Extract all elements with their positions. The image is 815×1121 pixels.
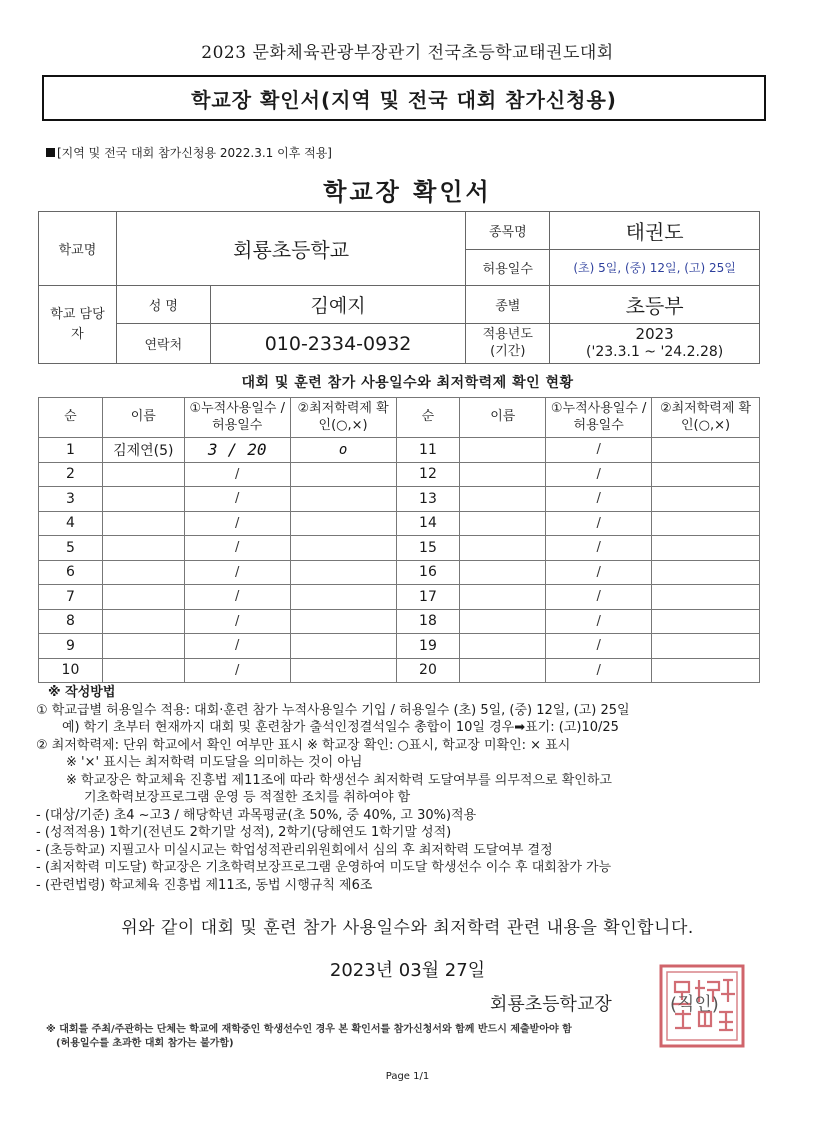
seal-label: (직인): [670, 994, 719, 1015]
table-row: [39, 438, 760, 463]
row-number: 10: [39, 658, 103, 683]
row-days-right: /: [546, 536, 652, 561]
row-academic-right: [652, 462, 760, 487]
row-name-right: [460, 560, 546, 585]
instruction-line: ① 학교급별 허용일수 적용: 대회·훈련 참가 누적사용일수 기입 / 허용일수 (초) 5일, (중) 12일, (고) 25일: [36, 702, 630, 718]
row-name: [102, 634, 184, 659]
row-days: [184, 438, 290, 463]
row-number: 6: [39, 560, 103, 585]
table-header-row: [39, 398, 760, 438]
row-number-right: 20: [396, 658, 460, 683]
row-name-right: [460, 438, 546, 463]
row-academic: o: [290, 438, 396, 463]
row-days-right: /: [546, 487, 652, 512]
row-name: [102, 585, 184, 610]
boxed-title-text: 학교장 확인서(지역 및 전국 대회 참가신청용): [191, 87, 617, 112]
row-academic-right: [652, 609, 760, 634]
row-days-right: /: [546, 560, 652, 585]
sport-label: 종목명: [466, 212, 550, 250]
usage-table: [38, 397, 760, 683]
year-value: 2023: [635, 325, 674, 344]
row-number-right: 18: [396, 609, 460, 634]
instruction-line: - (초등학교) 지필고사 미실시교는 학업성적관리위원회에서 심의 후 최저학력 도달여부 결정: [36, 842, 553, 858]
instruction-line: - (관련법령) 학교체육 진흥법 제11조, 동법 시행규칙 제6조: [36, 878, 373, 894]
year-cell: [550, 324, 760, 364]
row-academic-right: [652, 658, 760, 683]
document-date: 2023년 03월 27일: [329, 960, 486, 981]
instruction-line: 기초학력보장프로그램 운영 등 적절한 조치를 취하여야 함: [84, 790, 411, 806]
instruction-line: - (최저학력 미도달) 학교장은 기초학력보장프로그램 운영하여 미도달 학생선수 이수 후 대회참가 가능: [36, 860, 612, 876]
row-academic: [290, 511, 396, 536]
instructions: [36, 684, 776, 895]
manager-label: 학교 담당자: [39, 286, 117, 364]
header-academic-right: ②최저학력제 확인(○,×): [652, 398, 760, 438]
header-academic: ②최저학력제 확인(○,×): [290, 398, 396, 438]
footnote: [46, 1023, 776, 1051]
row-name: [102, 511, 184, 536]
row-academic: [290, 609, 396, 634]
row-number: 2: [39, 462, 103, 487]
instruction-line: - (대상/기준) 초4 ~고3 / 해당학년 과목평균(초 50%, 중 40%, 고 30%)적용: [36, 807, 477, 823]
row-days: /: [184, 634, 290, 659]
instruction-line: ※ '×' 표시는 최저학력 미도달을 의미하는 것이 아님: [66, 755, 363, 771]
row-number: 7: [39, 585, 103, 610]
row-number-right: 15: [396, 536, 460, 561]
table-row: [39, 536, 760, 561]
header-name-right: 이름: [460, 398, 546, 438]
row-name-right: [460, 487, 546, 512]
boxed-title: [42, 75, 766, 121]
footnote-line-1: ※ 대회를 주최/주관하는 단체는 학교에 재학중인 학생선수인 경우 본 확인서를 참가신청서와 함께 반드시 제출받아야 함: [46, 1024, 572, 1035]
row-academic-right: [652, 634, 760, 659]
row-academic: [290, 658, 396, 683]
row-name-right: [460, 462, 546, 487]
header-days-right: ①누적사용일수 /허용일수: [546, 398, 652, 438]
row-days-right: /: [546, 634, 652, 659]
row-name-right: [460, 634, 546, 659]
row-days-right: /: [546, 462, 652, 487]
row-days: /: [184, 511, 290, 536]
row-number-right: 14: [396, 511, 460, 536]
row-academic-right: [652, 560, 760, 585]
header-name: 이름: [102, 398, 184, 438]
year-label: 적용년도 (기간): [466, 324, 550, 364]
row-days-right: /: [546, 438, 652, 463]
form-note: [46, 144, 332, 161]
table-row: [39, 511, 760, 536]
row-academic: [290, 585, 396, 610]
row-days-right: /: [546, 585, 652, 610]
row-name: [102, 536, 184, 561]
row-academic: [290, 462, 396, 487]
allowed-days-label: 허용일수: [466, 250, 550, 286]
signer-name: 회룡초등학교장: [490, 994, 612, 1015]
table-row: [39, 560, 760, 585]
school-value: 회룡초등학교: [116, 212, 465, 286]
table-row: [39, 585, 760, 610]
row-number: 8: [39, 609, 103, 634]
instruction-line: 예) 학기 초부터 현재까지 대회 및 훈련참가 출석인정결석일수 총합이 10일 경우➡표기: (고)10/25: [62, 720, 619, 736]
row-academic-right: [652, 438, 760, 463]
header-days: ①누적사용일수 /허용일수: [184, 398, 290, 438]
row-number: 3: [39, 487, 103, 512]
used-days-value: 3: [207, 440, 218, 460]
row-number-right: 16: [396, 560, 460, 585]
row-number: 1: [39, 438, 103, 463]
row-academic: [290, 536, 396, 561]
row-number: 9: [39, 634, 103, 659]
row-name: [102, 560, 184, 585]
allowed-days-entry: 20: [247, 440, 267, 460]
division-value: 초등부: [550, 286, 760, 324]
instruction-line: ※ 학교장은 학교체육 진흥법 제11조에 따라 학생선수 최저학력 도달여부를 의무적으로 확인하고: [66, 772, 612, 788]
school-label: 학교명: [39, 212, 117, 286]
row-days-right: /: [546, 658, 652, 683]
row-academic-right: [652, 585, 760, 610]
row-academic-right: [652, 487, 760, 512]
row-number-right: 17: [396, 585, 460, 610]
row-name: 김제연(5): [102, 438, 184, 463]
footnote-line-2: (허용일수를 초과한 대회 참가는 불가함): [56, 1038, 234, 1049]
row-name: [102, 609, 184, 634]
row-number: 5: [39, 536, 103, 561]
instruction-line: - (성적적용) 1학기(전년도 2학기말 성적), 2학기(당해연도 1학기말 성적): [36, 825, 452, 841]
row-days: /: [184, 536, 290, 561]
row-number-right: 12: [396, 462, 460, 487]
row-number-right: 19: [396, 634, 460, 659]
event-title: 2023 문화체육관광부장관기 전국초등학교태권도대회: [201, 43, 614, 63]
square-bullet-icon: [46, 148, 55, 157]
sport-value: 태권도: [550, 212, 760, 250]
contact-label: 연락처: [116, 324, 210, 364]
row-days: /: [184, 585, 290, 610]
row-academic: [290, 634, 396, 659]
allowed-days-value: (초) 5일, (중) 12일, (고) 25일: [550, 250, 760, 286]
confirmation-statement: 위와 같이 대회 및 훈련 참가 사용일수와 최저학력 관련 내용을 확인합니다.: [121, 918, 694, 938]
instruction-line: ② 최저학력제: 단위 학교에서 확인 여부만 표시 ※ 학교장 확인: ○표시, 학교장 미확인: × 표시: [36, 737, 571, 753]
row-days-right: /: [546, 609, 652, 634]
row-academic-right: [652, 536, 760, 561]
slash-mark: /: [227, 440, 238, 460]
row-days-right: /: [546, 511, 652, 536]
row-name: [102, 462, 184, 487]
row-academic-right: [652, 511, 760, 536]
row-days: /: [184, 560, 290, 585]
section-heading: 대회 및 훈련 참가 사용일수와 최저학력제 확인 현황: [241, 375, 574, 391]
contact-value: 010-2334-0932: [210, 324, 466, 364]
row-number-right: 13: [396, 487, 460, 512]
form-note-text: [지역 및 전국 대회 참가신청용 2022.3.1 이후 적용]: [57, 146, 332, 160]
table-row: [39, 462, 760, 487]
row-name-right: [460, 609, 546, 634]
row-name: [102, 658, 184, 683]
page-number: Page 1/1: [385, 1071, 430, 1082]
row-number: 4: [39, 511, 103, 536]
instructions-heading: ※ 작성방법: [48, 685, 116, 700]
row-academic: [290, 487, 396, 512]
row-days: /: [184, 462, 290, 487]
row-days: /: [184, 609, 290, 634]
row-academic: [290, 560, 396, 585]
row-name-right: [460, 585, 546, 610]
table-row: [39, 658, 760, 683]
row-number-right: 11: [396, 438, 460, 463]
info-table: [38, 211, 760, 364]
usage-table-body: [39, 438, 760, 683]
row-name: [102, 487, 184, 512]
name-label: 성 명: [116, 286, 210, 324]
row-days: /: [184, 658, 290, 683]
header-no-right: 순: [396, 398, 460, 438]
row-name-right: [460, 511, 546, 536]
document-title: 학교장 확인서: [323, 178, 492, 206]
name-value: 김예지: [210, 286, 466, 324]
row-name-right: [460, 536, 546, 561]
row-days: /: [184, 487, 290, 512]
period-value: ('23.3.1 ~ '24.2.28): [586, 344, 724, 361]
table-row: [39, 609, 760, 634]
header-no: 순: [39, 398, 103, 438]
row-name-right: [460, 658, 546, 683]
table-row: [39, 634, 760, 659]
table-row: [39, 487, 760, 512]
division-label: 종별: [466, 286, 550, 324]
